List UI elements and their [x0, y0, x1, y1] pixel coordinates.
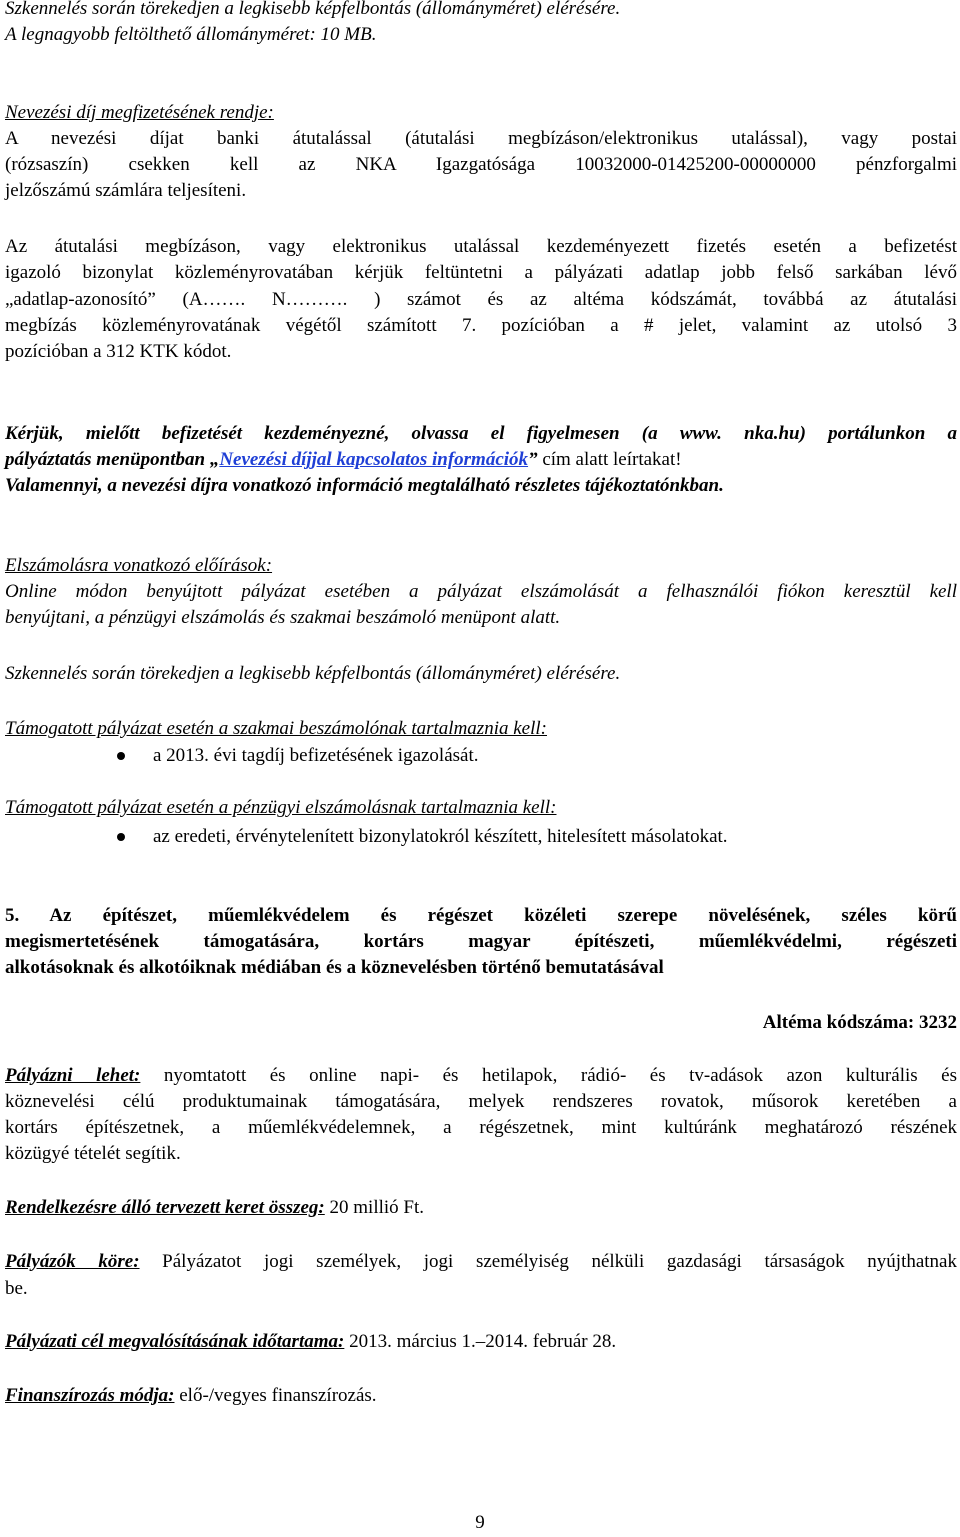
funding-value: elő-/vegyes finanszírozás.	[174, 1385, 377, 1406]
funding-label: Finanszírozás módja:	[5, 1385, 175, 1406]
fin-report-heading-text: Támogatott pályázat esetén a pénzügyi elszámolásnak tartalmaznia kell:	[5, 797, 557, 818]
transfer-line-2: igazoló bizonylat közleményrovatában kérjük feltüntetni a pályázati adatlap jobb felső sarkában lévő	[5, 262, 957, 283]
circle-line-2: be.	[5, 1278, 28, 1299]
prof-report-item	[5, 743, 957, 769]
duration-line	[5, 1329, 957, 1355]
prof-report-heading-text: Támogatott pályázat esetén a szakmai beszámolónak tartalmaznia kell:	[5, 718, 547, 739]
circle-line-1	[5, 1249, 957, 1275]
scan-note-line-1: Szkennelés során törekedjen a legkisebb képfelbontás (állományméret) elérésére.	[5, 0, 621, 19]
nevezesi-dij-info-link[interactable]: Nevezési díjjal kapcsolatos információk	[219, 449, 529, 470]
transfer-line-3: „adatlap-azonosító” (A……. N………. ) számot és az altéma kódszámát, továbbá az átutalási	[5, 289, 957, 310]
duration-label: Pályázati cél megvalósításának időtartama:	[5, 1331, 345, 1352]
transfer-line-1: Az átutalási megbízáson, vagy elektronikus utalással kezdeményezett fizetés esetén a befizetést	[5, 236, 957, 257]
section5-title-line-1: 5. Az építészet, műemlékvédelem és régészet közéleti szerepe növelésének, széles körű	[5, 905, 957, 926]
subtopic-code: Altéma kódszáma: 3232	[762, 1012, 957, 1033]
applicants-line-2: köznevelési célú produktumainak támogatására, melyek rendszeres rovatok, műsorok keretében a	[5, 1091, 957, 1112]
payment-line-2: (rózsaszín) csekken kell az NKA Igazgatósága 10032000-01425200-00000000 pénzforgalmi	[5, 154, 957, 175]
section5-title-line-2: megismertetésének támogatására, kortárs magyar építészeti, műemlékvédelmi, régészeti	[5, 931, 957, 952]
notice-close-quote: ”	[528, 449, 538, 470]
funding-line	[5, 1383, 957, 1409]
notice-line-2-post: cím alatt leírtakat!	[537, 449, 682, 470]
notice-line-3: Valamennyi, a nevezési díjra vonatkozó információ megtalálható részletes tájékoztatónkban.	[5, 475, 724, 496]
applicants-line-3: kortárs építészetnek, a műemlékvédelemnek, a régészetnek, mint kultúránk meghatározó részének	[5, 1117, 957, 1138]
prof-report-item-text: a 2013. évi tagdíj befizetésének igazolását.	[153, 745, 479, 766]
accounting-line-2: benyújtani, a pénzügyi elszámolás és szakmai beszámoló menüpont alatt.	[5, 607, 561, 628]
applicants-label: Pályázni lehet:	[5, 1065, 141, 1086]
circle-label: Pályázók köre:	[5, 1251, 140, 1272]
transfer-line-4: megbízás közleményrovatának végétől számított 7. pozícióban a # jelet, valamint az utolsó 3	[5, 315, 957, 336]
payment-line-3: jelzőszámú számlára teljesíteni.	[5, 180, 247, 201]
scan-note-line-2: A legnagyobb feltölthető állományméret: 10 MB.	[5, 24, 377, 45]
accounting-heading	[5, 553, 957, 579]
payment-heading	[5, 100, 957, 126]
transfer-line-5: pozícióban a 312 KTK kódot.	[5, 341, 232, 362]
fin-report-item	[5, 824, 957, 850]
bullet-icon	[117, 833, 125, 841]
notice-line-1: Kérjük, mielőtt befizetését kezdeményezné, olvassa el figyelmesen (a www. nka.hu) portálunkon a	[5, 423, 957, 444]
accounting-line-1: Online módon benyújtott pályázat esetében a pályázat elszámolását a felhasználói fiókon keresztül kell	[5, 581, 957, 602]
fin-report-item-text: az eredeti, érvénytelenített bizonylatokról készített, hitelesített másolatokat.	[153, 826, 728, 847]
bullet-icon	[117, 752, 125, 760]
notice-open-quote: „	[209, 449, 220, 470]
payment-heading-text: Nevezési díj megfizetésének rendje:	[5, 102, 274, 123]
circle-line-1-text: Pályázatot jogi személyek, jogi személyiség nélküli gazdasági társaságok nyújthatnak	[139, 1251, 957, 1272]
prof-report-heading	[5, 716, 957, 742]
applicants-line-1	[5, 1063, 957, 1089]
notice-line-2-pre: pályáztatás menüpontban	[5, 449, 210, 470]
budget-line	[5, 1195, 957, 1221]
fin-report-heading	[5, 795, 957, 821]
notice-line-2	[5, 447, 957, 473]
applicants-line-4: közügyé tételét segítik.	[5, 1143, 181, 1164]
budget-label: Rendelkezésre álló tervezett keret összeg:	[5, 1197, 325, 1218]
budget-value: 20 millió Ft.	[324, 1197, 425, 1218]
payment-line-1: A nevezési díjat banki átutalással (átutalási megbízáson/elektronikus utalással), vagy postai	[5, 128, 957, 149]
page-number: 9	[475, 1512, 485, 1533]
section5-title-line-3: alkotásoknak és alkotóiknak médiában és a köznevelésben történő bemutatásával	[5, 957, 664, 978]
accounting-scan-note: Szkennelés során törekedjen a legkisebb képfelbontás (állományméret) elérésére.	[5, 663, 621, 684]
applicants-line-1-text: nyomtatott és online napi- és hetilapok, rádió- és tv-adások azon kulturális és	[140, 1065, 957, 1086]
accounting-heading-text: Elszámolásra vonatkozó előírások:	[5, 555, 273, 576]
duration-value: 2013. március 1.–2014. február 28.	[344, 1331, 617, 1352]
